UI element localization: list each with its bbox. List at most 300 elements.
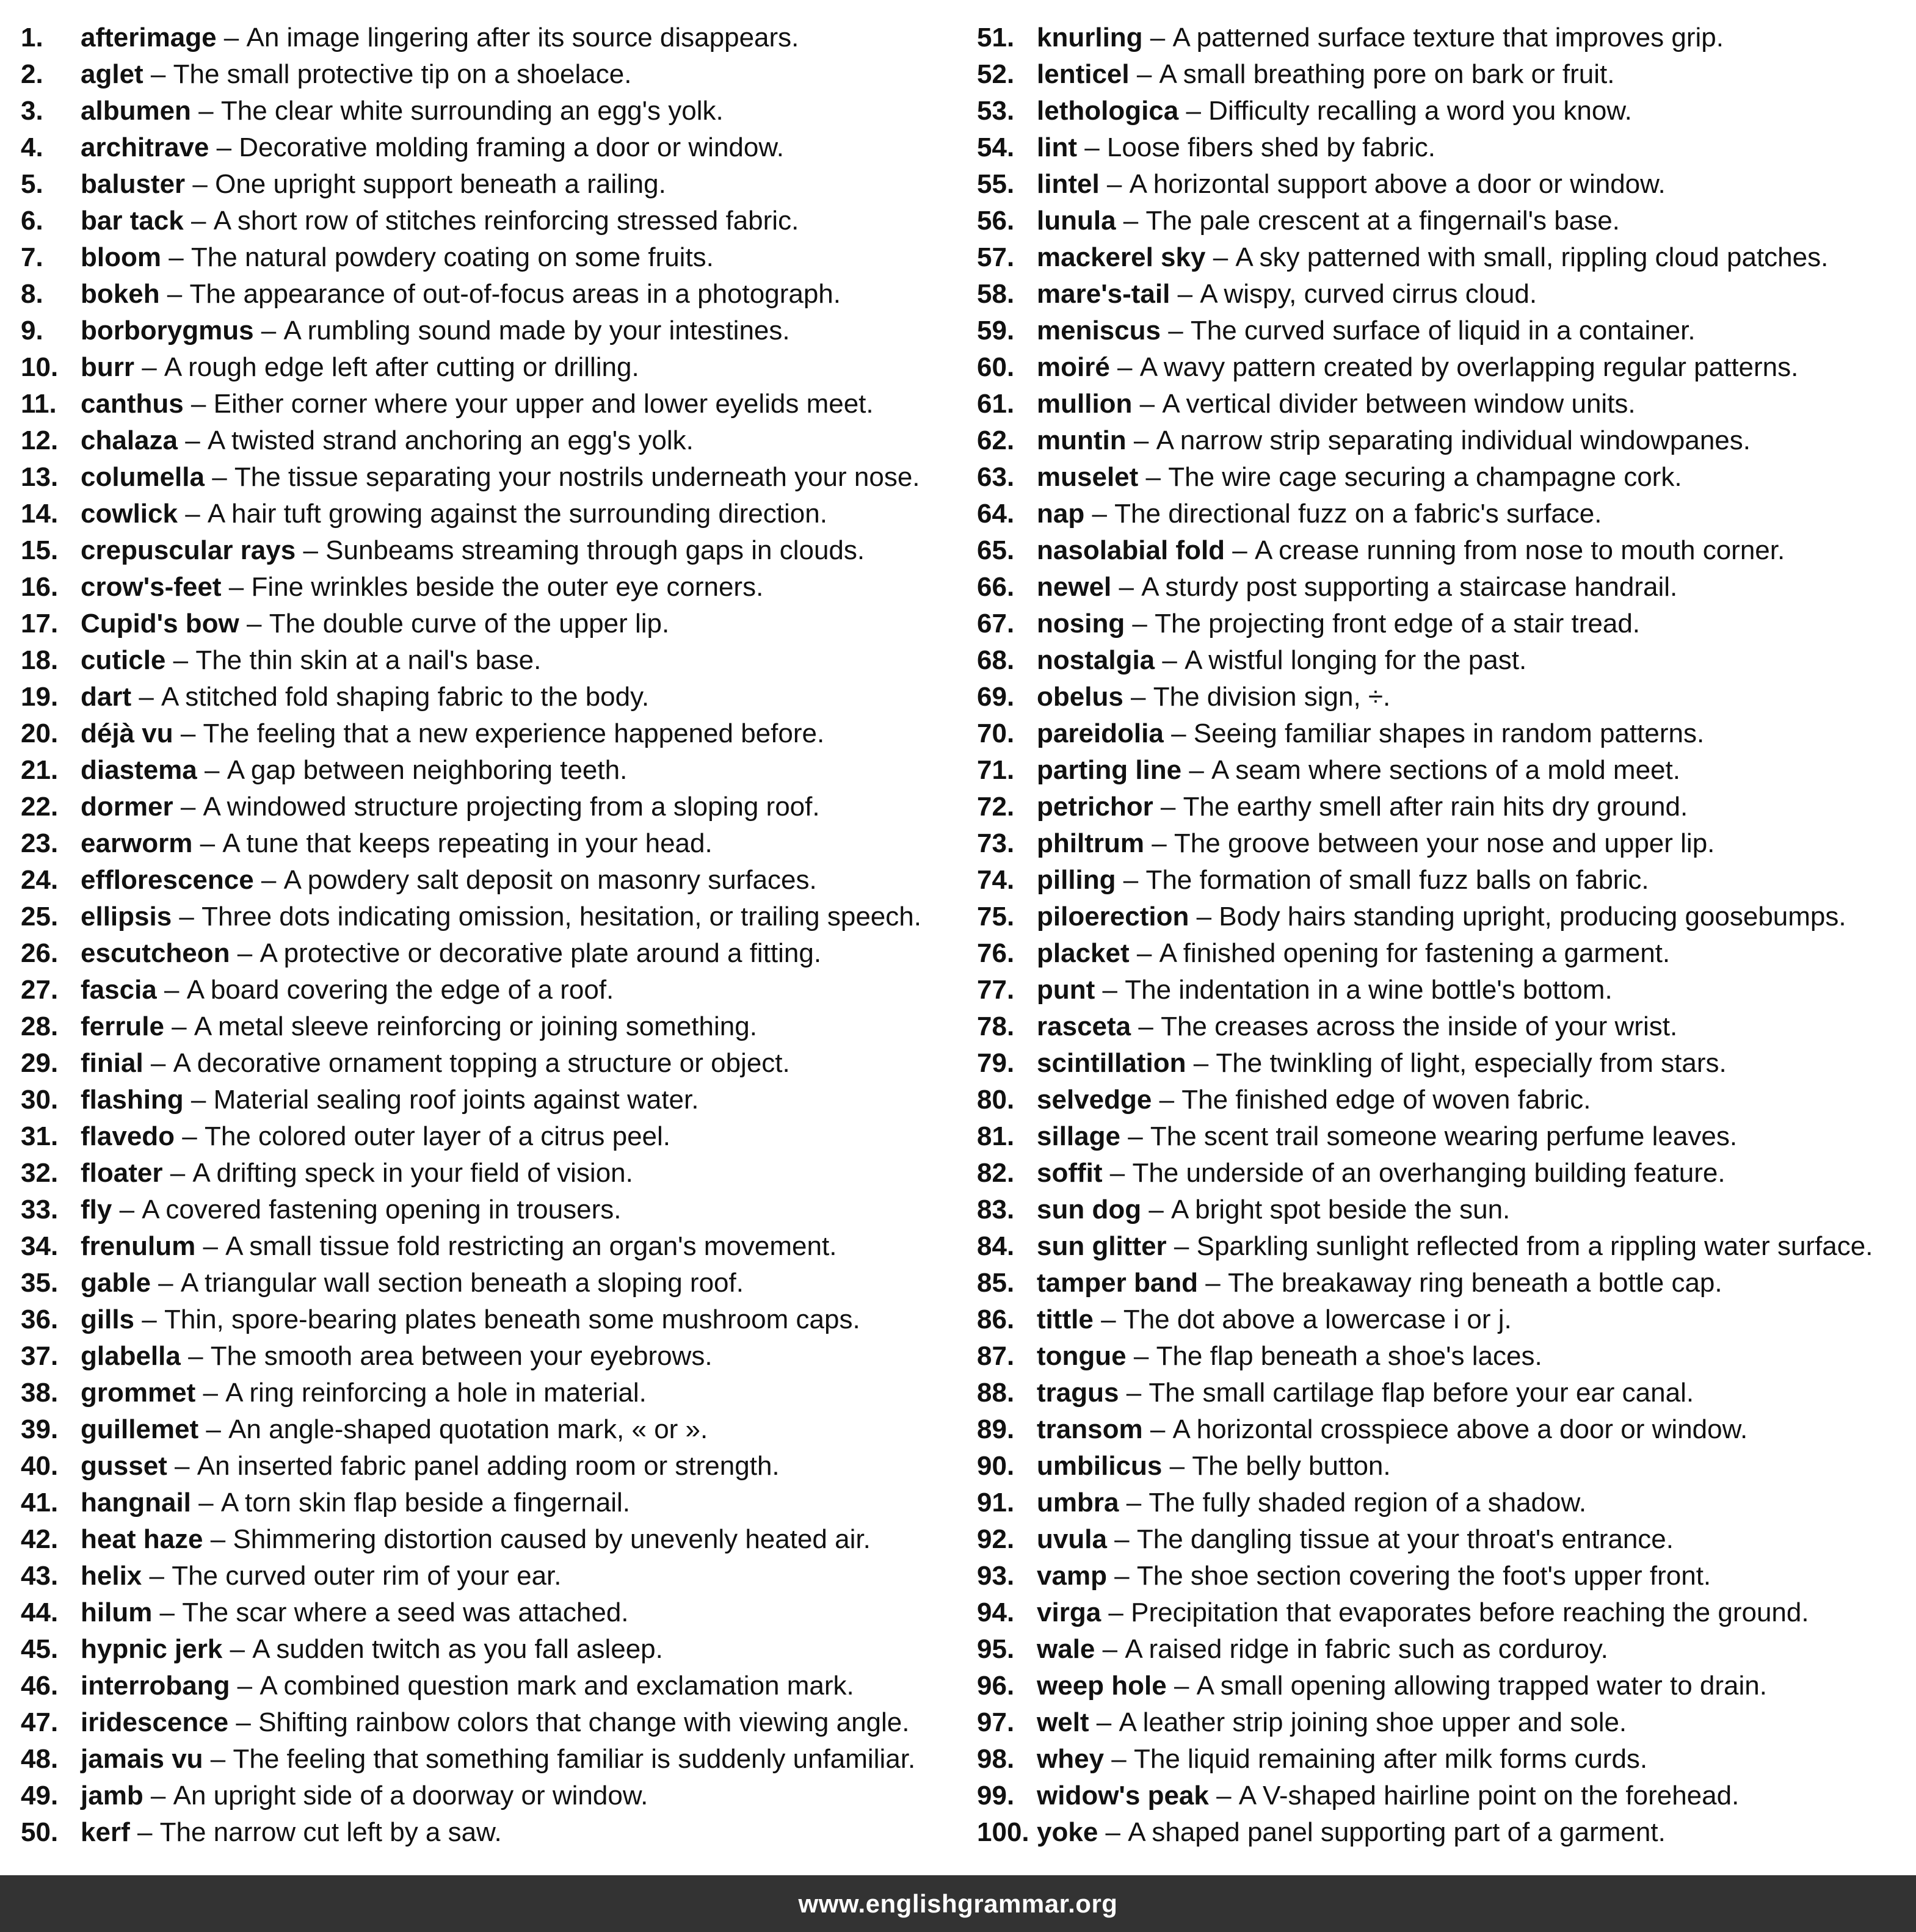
- list-item: [21, 1521, 961, 1558]
- entry-dash: –: [134, 1304, 164, 1334]
- entry-term: moiré: [1037, 352, 1110, 382]
- list-item: [21, 715, 961, 752]
- entry-dash: –: [198, 1414, 229, 1444]
- entry-definition: Material sealing roof joints against water.: [213, 1085, 699, 1115]
- entry-term: sun glitter: [1037, 1231, 1167, 1261]
- entry-term: escutcheon: [81, 938, 230, 968]
- entry-term: canthus: [81, 389, 184, 419]
- list-item: [21, 972, 961, 1008]
- entry-definition: Three dots indicating omission, hesitation, or trailing speech.: [201, 902, 921, 932]
- entry-term: kerf: [81, 1817, 130, 1847]
- entry-definition: The shoe section covering the foot's upper front.: [1136, 1561, 1711, 1591]
- entry-term: tamper band: [1037, 1268, 1199, 1298]
- list-item: [977, 239, 1905, 276]
- entry-definition: The dangling tissue at your throat's entrance.: [1136, 1524, 1674, 1554]
- list-item: [21, 1375, 961, 1411]
- entry-definition: Thin, spore-bearing plates beneath some mushroom caps.: [164, 1304, 860, 1334]
- entry-dash: –: [1101, 1597, 1131, 1627]
- entry-term: architrave: [81, 132, 209, 162]
- list-item: [977, 825, 1905, 862]
- entry-term: gusset: [81, 1451, 167, 1481]
- list-item: [977, 1558, 1905, 1594]
- entry-term: mare's-tail: [1037, 279, 1170, 309]
- list-item: [977, 1082, 1905, 1118]
- entry-term: scintillation: [1037, 1048, 1186, 1078]
- entry-number: 17.: [21, 609, 59, 639]
- entry-definition: The feeling that something familiar is suddenly unfamiliar.: [233, 1744, 916, 1774]
- entry-definition: The colored outer layer of a citrus peel.: [204, 1121, 671, 1151]
- entry-definition: The division sign, ÷.: [1153, 682, 1391, 712]
- entry-dash: –: [1186, 1048, 1216, 1078]
- entry-definition: A horizontal support above a door or window.: [1129, 169, 1666, 199]
- entry-term: crow's-feet: [81, 572, 222, 602]
- entry-definition: A twisted strand anchoring an egg's yolk.: [207, 425, 694, 455]
- list-item: [977, 1521, 1905, 1558]
- entry-dash: –: [167, 1451, 197, 1481]
- entry-number: 7.: [21, 242, 43, 272]
- entry-dash: –: [195, 1231, 226, 1261]
- entry-number: 45.: [21, 1634, 59, 1664]
- entry-dash: –: [1129, 59, 1159, 89]
- entry-dash: –: [1125, 609, 1155, 639]
- entry-term: hypnic jerk: [81, 1634, 223, 1664]
- entry-dash: –: [1084, 499, 1115, 529]
- entry-definition: The groove between your nose and upper lip.: [1174, 828, 1715, 858]
- entry-number: 27.: [21, 975, 59, 1005]
- entry-definition: The pale crescent at a fingernail's base.: [1145, 206, 1620, 236]
- entry-term: interrobang: [81, 1671, 230, 1701]
- entry-number: 67.: [977, 609, 1015, 639]
- entry-dash: –: [1144, 828, 1174, 858]
- entry-definition: A protective or decorative plate around a fitting.: [259, 938, 822, 968]
- entry-number: 21.: [21, 755, 59, 785]
- entry-number: 5.: [21, 169, 43, 199]
- entry-term: nap: [1037, 499, 1085, 529]
- entry-dash: –: [1120, 1121, 1150, 1151]
- list-item: [977, 1008, 1905, 1045]
- entry-definition: A bright spot beside the sun.: [1171, 1195, 1511, 1225]
- entry-dash: –: [1095, 975, 1125, 1005]
- list-item: [21, 1301, 961, 1338]
- entry-number: 4.: [21, 132, 43, 162]
- entry-definition: The thin skin at a nail's base.: [195, 645, 542, 675]
- entry-number: 70.: [977, 718, 1015, 748]
- entry-dash: –: [1098, 1817, 1128, 1847]
- entry-definition: A sky patterned with small, rippling cloud patches.: [1235, 242, 1829, 272]
- entry-term: meniscus: [1037, 316, 1161, 346]
- entry-definition: The flap beneath a shoe's laces.: [1156, 1341, 1542, 1371]
- entry-number: 28.: [21, 1011, 59, 1041]
- entry-number: 69.: [977, 682, 1015, 712]
- entry-definition: One upright support beneath a railing.: [215, 169, 666, 199]
- entry-definition: A horizontal crosspiece above a door or window.: [1172, 1414, 1748, 1444]
- entry-term: iridescence: [81, 1707, 229, 1737]
- entry-definition: A powdery salt deposit on masonry surfaces.: [283, 865, 817, 895]
- entry-number: 88.: [977, 1378, 1015, 1408]
- list-item: [977, 972, 1905, 1008]
- entry-definition: The smooth area between your eyebrows.: [210, 1341, 713, 1371]
- entry-dash: –: [204, 462, 234, 492]
- entry-dash: –: [1089, 1707, 1119, 1737]
- entry-term: newel: [1037, 572, 1112, 602]
- entry-term: selvedge: [1037, 1085, 1152, 1115]
- entry-dash: –: [183, 206, 214, 236]
- entry-dash: –: [1141, 1195, 1172, 1225]
- list-item: [21, 1485, 961, 1521]
- entry-number: 98.: [977, 1744, 1015, 1774]
- entry-term: tittle: [1037, 1304, 1094, 1334]
- entry-term: philtrum: [1037, 828, 1144, 858]
- list-item: [21, 422, 961, 459]
- entry-number: 12.: [21, 425, 59, 455]
- entry-number: 90.: [977, 1451, 1015, 1481]
- list-item: [977, 1118, 1905, 1155]
- entry-dash: –: [253, 316, 284, 346]
- list-item: [21, 129, 961, 166]
- entry-term: nosing: [1037, 609, 1125, 639]
- entry-term: lintel: [1037, 169, 1100, 199]
- entry-definition: The fully shaded region of a shadow.: [1149, 1488, 1587, 1518]
- entry-term: wale: [1037, 1634, 1095, 1664]
- entry-definition: The wire cage securing a champagne cork.: [1168, 462, 1682, 492]
- entry-number: 83.: [977, 1195, 1015, 1225]
- entry-definition: An upright side of a doorway or window.: [173, 1781, 648, 1811]
- entry-number: 40.: [21, 1451, 59, 1481]
- entry-dash: –: [156, 975, 187, 1005]
- entry-definition: The scent trail someone wearing perfume leaves.: [1150, 1121, 1738, 1151]
- list-item: [21, 1008, 961, 1045]
- entry-term: grommet: [81, 1378, 196, 1408]
- list-item: [21, 496, 961, 532]
- entry-number: 6.: [21, 206, 43, 236]
- entry-dash: –: [228, 1707, 259, 1737]
- entry-number: 26.: [21, 938, 59, 968]
- entry-dash: –: [1116, 865, 1146, 895]
- entry-number: 59.: [977, 316, 1015, 346]
- entry-dash: –: [143, 1781, 173, 1811]
- entry-dash: –: [150, 1268, 181, 1298]
- entry-definition: The appearance of out-of-focus areas in a photograph.: [189, 279, 841, 309]
- entry-dash: –: [164, 1011, 194, 1041]
- entry-definition: A wavy pattern created by overlapping regular patterns.: [1139, 352, 1799, 382]
- entry-number: 15.: [21, 535, 59, 565]
- entry-term: heat haze: [81, 1524, 203, 1554]
- entry-definition: An angle-shaped quotation mark, « or ».: [228, 1414, 708, 1444]
- entry-term: welt: [1037, 1707, 1089, 1737]
- entry-number: 92.: [977, 1524, 1015, 1554]
- entry-definition: Sunbeams streaming through gaps in clouds.: [325, 535, 865, 565]
- entry-dash: –: [177, 425, 208, 455]
- list-item: [977, 642, 1905, 679]
- entry-definition: The dot above a lowercase i or j.: [1123, 1304, 1512, 1334]
- entry-dash: –: [203, 1744, 233, 1774]
- entry-dash: –: [165, 645, 196, 675]
- entry-term: borborygmus: [81, 316, 254, 346]
- entry-dash: –: [143, 59, 173, 89]
- list-item: [977, 1338, 1905, 1375]
- entry-definition: Difficulty recalling a word you know.: [1208, 96, 1632, 126]
- entry-term: petrichor: [1037, 792, 1153, 822]
- entry-definition: The double curve of the upper lip.: [269, 609, 670, 639]
- entry-term: muselet: [1037, 462, 1139, 492]
- list-item: [977, 1594, 1905, 1631]
- entry-number: 77.: [977, 975, 1015, 1005]
- entry-term: albumen: [81, 96, 191, 126]
- entry-definition: The twinkling of light, especially from stars.: [1216, 1048, 1727, 1078]
- list-item: [21, 752, 961, 789]
- entry-dash: –: [222, 1634, 253, 1664]
- entry-definition: The creases across the inside of your wrist.: [1161, 1011, 1678, 1041]
- entry-dash: –: [1123, 682, 1153, 712]
- list-item: [21, 1668, 961, 1704]
- footer-url: www.englishgrammar.org: [798, 1889, 1118, 1918]
- entry-term: baluster: [81, 169, 186, 199]
- list-item: [977, 1265, 1905, 1301]
- list-item: [21, 1192, 961, 1228]
- entry-number: 55.: [977, 169, 1015, 199]
- entry-term: sillage: [1037, 1121, 1120, 1151]
- entry-definition: A short row of stitches reinforcing stressed fabric.: [213, 206, 799, 236]
- entry-definition: A sturdy post supporting a staircase handrail.: [1141, 572, 1678, 602]
- entry-definition: A raised ridge in fabric such as corduroy.: [1125, 1634, 1608, 1664]
- entry-number: 97.: [977, 1707, 1015, 1737]
- list-item: [21, 642, 961, 679]
- entry-term: gable: [81, 1268, 151, 1298]
- entry-number: 86.: [977, 1304, 1015, 1334]
- entry-term: lunula: [1037, 206, 1116, 236]
- entry-definition: Precipitation that evaporates before reaching the ground.: [1131, 1597, 1809, 1627]
- entry-term: crepuscular rays: [81, 535, 296, 565]
- entry-dash: –: [239, 609, 269, 639]
- list-item: [977, 1192, 1905, 1228]
- list-item: [977, 899, 1905, 935]
- list-item: [977, 569, 1905, 606]
- entry-dash: –: [230, 938, 260, 968]
- entry-definition: Body hairs standing upright, producing goosebumps.: [1219, 902, 1846, 932]
- entry-term: bloom: [81, 242, 161, 272]
- entry-dash: –: [209, 132, 239, 162]
- list-item: [977, 1045, 1905, 1082]
- entry-definition: A stitched fold shaping fabric to the body.: [161, 682, 650, 712]
- entry-term: déjà vu: [81, 718, 173, 748]
- entry-definition: A gap between neighboring teeth.: [227, 755, 628, 785]
- entry-dash: –: [1163, 718, 1194, 748]
- entry-definition: A triangular wall section beneath a sloping roof.: [180, 1268, 744, 1298]
- entry-dash: –: [1166, 1231, 1197, 1261]
- entry-dash: –: [1142, 23, 1173, 52]
- entry-definition: A rough edge left after cutting or drilling.: [164, 352, 639, 382]
- entry-definition: A hair tuft growing against the surrounding direction.: [207, 499, 827, 529]
- entry-number: 73.: [977, 828, 1015, 858]
- list-item: [21, 56, 961, 93]
- entry-term: placket: [1037, 938, 1130, 968]
- entry-term: flavedo: [81, 1121, 175, 1151]
- entry-number: 81.: [977, 1121, 1015, 1151]
- entry-number: 60.: [977, 352, 1015, 382]
- entry-definition: Seeing familiar shapes in random patterns.: [1193, 718, 1705, 748]
- entry-definition: A leather strip joining shoe upper and sole.: [1119, 1707, 1627, 1737]
- entry-dash: –: [1162, 1451, 1192, 1481]
- entry-dash: –: [172, 902, 202, 932]
- entry-number: 96.: [977, 1671, 1015, 1701]
- entry-number: 84.: [977, 1231, 1015, 1261]
- entry-term: transom: [1037, 1414, 1143, 1444]
- entry-dash: –: [1142, 1414, 1173, 1444]
- entry-number: 37.: [21, 1341, 59, 1371]
- entry-number: 47.: [21, 1707, 59, 1737]
- entry-definition: The indentation in a wine bottle's bottom.: [1125, 975, 1613, 1005]
- entry-number: 48.: [21, 1744, 59, 1774]
- entry-definition: The curved surface of liquid in a container.: [1190, 316, 1696, 346]
- entry-dash: –: [175, 1121, 205, 1151]
- entry-term: knurling: [1037, 23, 1143, 52]
- list-item: [21, 276, 961, 313]
- entry-definition: The tissue separating your nostrils underneath your nose.: [234, 462, 920, 492]
- entry-term: Cupid's bow: [81, 609, 239, 639]
- entry-number: 94.: [977, 1597, 1015, 1627]
- entry-number: 22.: [21, 792, 59, 822]
- entry-number: 50.: [21, 1817, 59, 1847]
- list-item: [21, 789, 961, 825]
- entry-term: chalaza: [81, 425, 178, 455]
- entry-term: hilum: [81, 1597, 153, 1627]
- entry-number: 54.: [977, 132, 1015, 162]
- entry-term: nasolabial fold: [1037, 535, 1225, 565]
- entry-dash: –: [152, 1597, 183, 1627]
- entry-number: 38.: [21, 1378, 59, 1408]
- entry-number: 89.: [977, 1414, 1015, 1444]
- entry-dash: –: [1155, 645, 1185, 675]
- list-item: [977, 1631, 1905, 1668]
- list-item: [977, 496, 1905, 532]
- entry-term: glabella: [81, 1341, 181, 1371]
- list-item: [977, 1228, 1905, 1265]
- entry-number: 100.: [977, 1817, 1029, 1847]
- entry-definition: The feeling that a new experience happened before.: [203, 718, 825, 748]
- entry-definition: The curved outer rim of your ear.: [172, 1561, 562, 1591]
- entry-term: soffit: [1037, 1158, 1103, 1188]
- entry-dash: –: [1104, 1744, 1134, 1774]
- list-item: [21, 825, 961, 862]
- list-item: [21, 1558, 961, 1594]
- entry-dash: –: [159, 279, 190, 309]
- list-item: [21, 20, 961, 56]
- entry-dash: –: [183, 389, 214, 419]
- entry-definition: The clear white surrounding an egg's yolk.: [220, 96, 724, 126]
- entry-term: burr: [81, 352, 134, 382]
- entry-term: mullion: [1037, 389, 1133, 419]
- entry-term: lenticel: [1037, 59, 1130, 89]
- entry-dash: –: [191, 96, 221, 126]
- entry-dash: –: [1178, 96, 1209, 126]
- entry-dash: –: [1138, 462, 1169, 492]
- entry-number: 19.: [21, 682, 59, 712]
- entry-definition: A vertical divider between window units.: [1162, 389, 1636, 419]
- list-item: [21, 239, 961, 276]
- entry-term: pilling: [1037, 865, 1116, 895]
- entry-term: umbilicus: [1037, 1451, 1163, 1481]
- list-item: [21, 1704, 961, 1741]
- list-item: [977, 1814, 1905, 1851]
- entry-definition: The scar where a seed was attached.: [182, 1597, 629, 1627]
- entry-dash: –: [1170, 279, 1200, 309]
- entry-term: whey: [1037, 1744, 1105, 1774]
- entry-definition: A small tissue fold restricting an organ's movement.: [225, 1231, 837, 1261]
- list-item: [21, 1155, 961, 1192]
- entry-dash: –: [177, 499, 208, 529]
- entry-number: 36.: [21, 1304, 59, 1334]
- entry-definition: A wispy, curved cirrus cloud.: [1200, 279, 1537, 309]
- entry-term: bokeh: [81, 279, 160, 309]
- entry-term: columella: [81, 462, 205, 492]
- entry-definition: The directional fuzz on a fabric's surface.: [1114, 499, 1602, 529]
- entry-definition: Shifting rainbow colors that change with viewing angle.: [258, 1707, 910, 1737]
- entry-dash: –: [131, 682, 162, 712]
- entry-definition: A crease running from nose to mouth corner.: [1254, 535, 1785, 565]
- entry-term: uvula: [1037, 1524, 1107, 1554]
- entry-definition: A rumbling sound made by your intestines.: [283, 316, 790, 346]
- list-item: [977, 422, 1905, 459]
- entry-number: 85.: [977, 1268, 1015, 1298]
- list-item: [21, 1118, 961, 1155]
- list-item: [977, 276, 1905, 313]
- entry-number: 49.: [21, 1781, 59, 1811]
- entry-dash: –: [112, 1195, 142, 1225]
- entry-dash: –: [1132, 389, 1163, 419]
- list-item: [21, 1228, 961, 1265]
- entry-definition: A finished opening for fastening a garment.: [1159, 938, 1671, 968]
- entry-number: 18.: [21, 645, 59, 675]
- word-list-left-column: [21, 20, 961, 1851]
- list-item: [21, 349, 961, 386]
- entry-dash: –: [1076, 132, 1107, 162]
- entry-definition: A decorative ornament topping a structure or object.: [173, 1048, 790, 1078]
- entry-definition: A board covering the edge of a roof.: [186, 975, 614, 1005]
- list-item: [21, 166, 961, 203]
- entry-number: 52.: [977, 59, 1015, 89]
- entry-definition: A small opening allowing trapped water to drain.: [1196, 1671, 1767, 1701]
- entry-definition: A windowed structure projecting from a sloping roof.: [203, 792, 820, 822]
- entry-term: aglet: [81, 59, 143, 89]
- entry-number: 3.: [21, 96, 43, 126]
- list-item: [977, 1704, 1905, 1741]
- entry-term: umbra: [1037, 1488, 1119, 1518]
- entry-term: earworm: [81, 828, 193, 858]
- entry-number: 79.: [977, 1048, 1015, 1078]
- entry-number: 39.: [21, 1414, 59, 1444]
- entry-definition: A tune that keeps repeating in your head.: [222, 828, 713, 858]
- entry-definition: A seam where sections of a mold meet.: [1211, 755, 1680, 785]
- entry-term: frenulum: [81, 1231, 196, 1261]
- list-item: [977, 715, 1905, 752]
- entry-number: 11.: [21, 389, 57, 419]
- entry-term: yoke: [1037, 1817, 1098, 1847]
- list-item: [977, 203, 1905, 239]
- entry-term: fly: [81, 1195, 112, 1225]
- entry-dash: –: [1152, 1085, 1182, 1115]
- entry-definition: An inserted fabric panel adding room or strength.: [197, 1451, 780, 1481]
- entry-number: 74.: [977, 865, 1015, 895]
- list-item: [21, 313, 961, 349]
- entry-number: 16.: [21, 572, 59, 602]
- entry-term: widow's peak: [1037, 1781, 1209, 1811]
- entry-term: jamais vu: [81, 1744, 203, 1774]
- entry-definition: Fine wrinkles beside the outer eye corners.: [251, 572, 764, 602]
- entry-term: finial: [81, 1048, 143, 1078]
- list-item: [977, 1301, 1905, 1338]
- entry-number: 20.: [21, 718, 59, 748]
- list-item: [977, 679, 1905, 715]
